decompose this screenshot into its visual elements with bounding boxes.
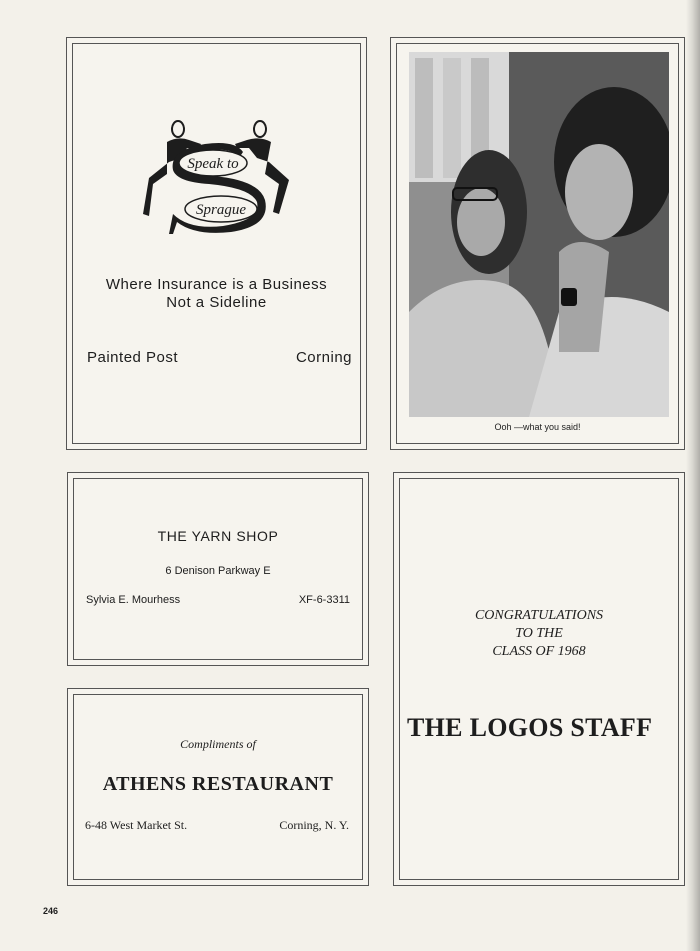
photo-wristwatch <box>561 288 577 306</box>
page-edge-shadow <box>686 0 700 951</box>
photo-caption: Ooh —what you said! <box>494 422 581 432</box>
sprague-tagline-1: Where Insurance is a Business <box>105 276 328 293</box>
logos-ad-inner-border <box>399 478 679 880</box>
sprague-tagline-2: Not a Sideline <box>166 294 267 311</box>
photo-girl-face <box>457 188 505 256</box>
left-figure-head <box>172 121 184 137</box>
yarn-shop-address: 6 Denison Parkway E <box>165 565 271 577</box>
sprague-ad-inner-border <box>72 43 361 444</box>
sprague-city-left: Painted Post <box>87 349 179 366</box>
yarn-shop-name: THE YARN SHOP <box>157 528 279 544</box>
logo-text-line2: Sprague <box>196 202 246 218</box>
photo-panel <box>390 37 685 450</box>
congrats-line3: CLASS OF 1968 <box>492 644 586 659</box>
page-number: 246 <box>43 906 59 916</box>
yarn-shop-owner: Sylvia E. Mourhess <box>86 594 181 606</box>
logos-staff-name: THE LOGOS STAFF <box>407 713 653 742</box>
photo-boy-face <box>565 144 633 240</box>
athens-address: 6-48 West Market St. <box>85 818 188 832</box>
photo-image <box>409 52 669 417</box>
athens-name: ATHENS RESTAURANT <box>102 773 334 795</box>
athens-city: Corning, N. Y. <box>279 818 349 832</box>
yarn-shop-phone: XF-6-3311 <box>298 594 350 606</box>
logo-text-line1: Speak to <box>187 156 239 172</box>
sprague-ad <box>66 37 367 450</box>
athens-restaurant-ad <box>67 688 369 886</box>
athens-compliments: Compliments of <box>180 737 256 751</box>
right-figure-head <box>254 121 266 137</box>
photo-two-students <box>409 52 669 417</box>
sprague-logo <box>139 118 293 236</box>
congrats-line1: CONGRATULATIONS <box>474 608 604 623</box>
congrats-line2: TO THE <box>515 626 563 641</box>
sprague-city-right: Corning <box>295 349 352 366</box>
logos-staff-ad <box>393 472 685 886</box>
yarn-shop-ad <box>67 472 369 666</box>
